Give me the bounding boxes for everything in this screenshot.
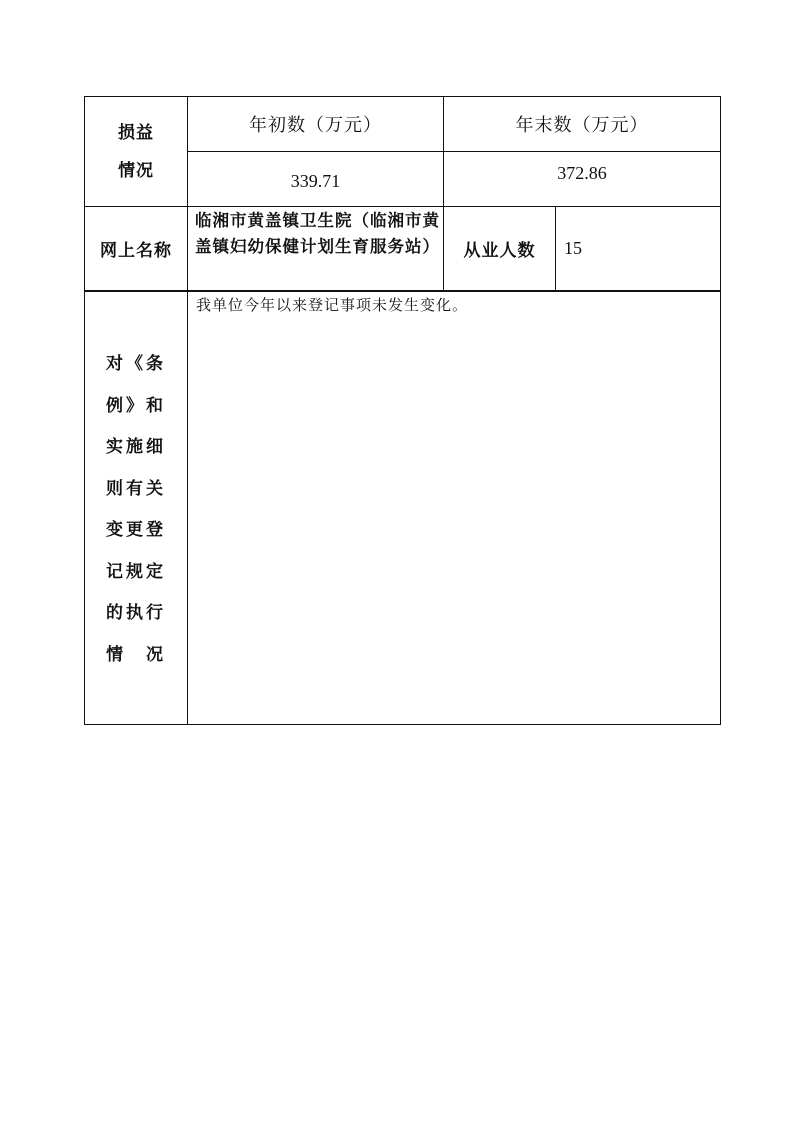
regulation-label-line: 记规定	[106, 561, 166, 582]
start-of-year-header-text: 年初数（万元）	[249, 115, 382, 136]
profit-loss-label	[85, 97, 187, 206]
online-name-label	[85, 207, 187, 290]
end-of-year-header	[444, 97, 720, 151]
regulation-label-line: 的执行	[106, 603, 166, 623]
regulation-label-line: 实施细	[106, 437, 166, 457]
rule-right	[720, 96, 721, 725]
regulation-label-line: 变更登	[106, 520, 166, 540]
rule-bottom	[84, 724, 721, 725]
rule-row2-bottom	[84, 290, 721, 292]
rule-staff-split	[555, 206, 556, 291]
staff-count-label	[444, 207, 555, 290]
staff-count-value-text: 15	[564, 238, 582, 258]
online-name-value: 临湘市黄盖镇卫生院（临湘市黄盖镇妇幼保健计划生育服务站）	[195, 211, 440, 256]
start-of-year-value	[188, 160, 443, 202]
end-of-year-value	[444, 152, 720, 194]
staff-count-label-text: 从业人数	[463, 241, 536, 261]
end-of-year-header-text: 年末数（万元）	[515, 115, 649, 136]
regulation-label-line: 则有关	[106, 478, 166, 499]
regulation-label-line: 对《条	[106, 354, 166, 374]
regulation-label-line: 情 况	[106, 644, 166, 665]
regulation-statement: 我单位今年以来登记事项未发生变化。	[196, 296, 469, 314]
end-of-year-value-text: 372.86	[557, 162, 607, 183]
staff-count-value	[564, 207, 604, 290]
online-name-label-text: 网上名称	[100, 241, 172, 261]
regulation-label-line: 例》和	[106, 395, 166, 416]
profit-loss-label-line2: 情况	[118, 160, 154, 181]
start-of-year-value-text: 339.71	[290, 170, 341, 191]
profit-loss-label-line1: 损益	[118, 122, 154, 143]
regulation-execution-label	[88, 349, 184, 681]
start-of-year-header	[188, 97, 443, 151]
